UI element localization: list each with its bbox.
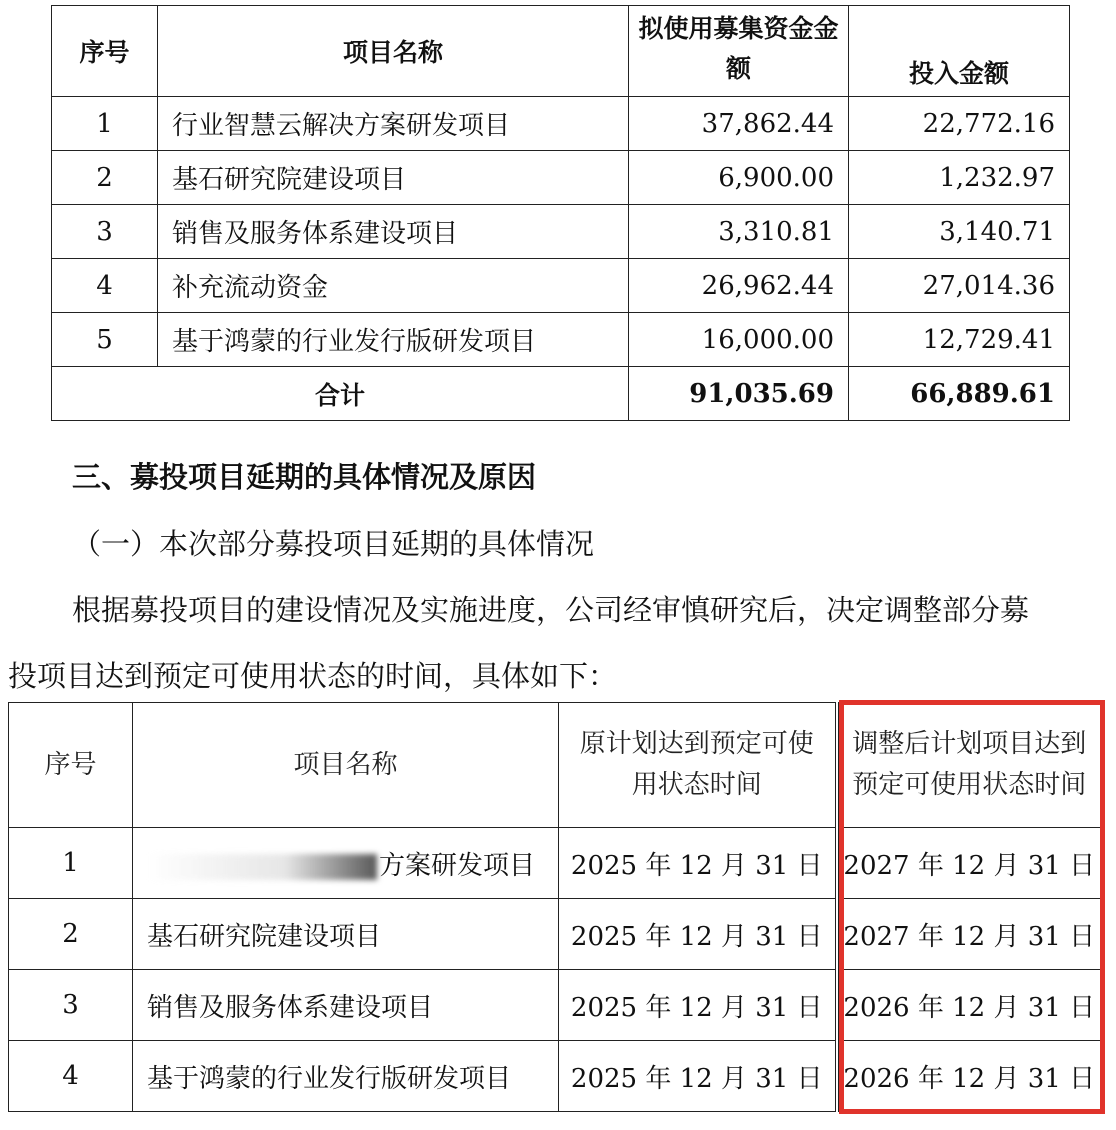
row-index: 3 (9, 970, 133, 1041)
row-adjusted-date: 2027 年 12 月 31 日 (837, 899, 1101, 970)
section-heading: 三、募投项目延期的具体情况及原因 (72, 460, 537, 494)
row-invested-amount: 12,729.41 (849, 313, 1070, 367)
total-invested-amount: 66,889.61 (849, 367, 1070, 421)
row-project-name: 基石研究院建设项目 (158, 151, 629, 205)
header-index: 序号 (52, 6, 158, 97)
row-project-name: 销售及服务体系建设项目 (158, 205, 629, 259)
paragraph-line-1: 根据募投项目的建设情况及实施进度，公司经审慎研究后，决定调整部分募 (72, 593, 1030, 627)
row-index: 3 (52, 205, 158, 259)
row-project-name-text: 方案研发项目 (379, 850, 536, 881)
table-row (52, 205, 1070, 259)
table-row (52, 313, 1070, 367)
table-header-row (52, 6, 1070, 97)
row-index: 2 (52, 151, 158, 205)
table-row (52, 97, 1070, 151)
row-original-date: 2025 年 12 月 31 日 (559, 1041, 837, 1112)
paragraph-line-2: 投项目达到预定可使用状态的时间，具体如下： (8, 659, 618, 693)
row-invested-amount: 1,232.97 (849, 151, 1070, 205)
row-adjusted-date: 2027 年 12 月 31 日 (837, 828, 1101, 899)
row-original-date: 2025 年 12 月 31 日 (559, 828, 837, 899)
row-invested-amount: 3,140.71 (849, 205, 1070, 259)
row-project-name: 基石研究院建设项目 (133, 899, 559, 970)
header-invested-amount: 投入金额 (849, 6, 1070, 97)
table-row (52, 151, 1070, 205)
row-index: 1 (52, 97, 158, 151)
row-index: 4 (9, 1041, 133, 1112)
row-planned-amount: 16,000.00 (629, 313, 849, 367)
total-label: 合计 (52, 367, 629, 421)
row-original-date: 2025 年 12 月 31 日 (559, 899, 837, 970)
header-index: 序号 (9, 703, 133, 828)
row-adjusted-date: 2026 年 12 月 31 日 (837, 970, 1101, 1041)
row-project-name: 行业智慧云解决方案研发项目 (158, 97, 629, 151)
row-project-name (133, 828, 559, 899)
row-planned-amount: 6,900.00 (629, 151, 849, 205)
row-index: 2 (9, 899, 133, 970)
row-planned-amount: 37,862.44 (629, 97, 849, 151)
table-row (52, 259, 1070, 313)
row-index: 1 (9, 828, 133, 899)
redaction-blur (147, 854, 377, 880)
fund-usage-table (51, 5, 1070, 421)
row-project-name: 补充流动资金 (158, 259, 629, 313)
header-original-date: 原计划达到预定可使用状态时间 (559, 703, 837, 828)
header-planned-funds: 拟使用募集资金金额 (629, 6, 849, 97)
row-project-name: 基于鸿蒙的行业发行版研发项目 (133, 1041, 559, 1112)
row-original-date: 2025 年 12 月 31 日 (559, 970, 837, 1041)
header-project-name: 项目名称 (158, 6, 629, 97)
row-index: 5 (52, 313, 158, 367)
row-invested-amount: 22,772.16 (849, 97, 1070, 151)
header-adjusted-date: 调整后计划项目达到预定可使用状态时间 (837, 703, 1101, 828)
row-adjusted-date: 2026 年 12 月 31 日 (837, 1041, 1101, 1112)
row-index: 4 (52, 259, 158, 313)
table-total-row (52, 367, 1070, 421)
row-project-name: 基于鸿蒙的行业发行版研发项目 (158, 313, 629, 367)
total-planned-amount: 91,035.69 (629, 367, 849, 421)
highlight-frame (839, 700, 1105, 1114)
row-invested-amount: 27,014.36 (849, 259, 1070, 313)
row-project-name: 销售及服务体系建设项目 (133, 970, 559, 1041)
header-project-name: 项目名称 (133, 703, 559, 828)
row-planned-amount: 3,310.81 (629, 205, 849, 259)
sub-heading: （一）本次部分募投项目延期的具体情况 (72, 527, 595, 561)
row-planned-amount: 26,962.44 (629, 259, 849, 313)
